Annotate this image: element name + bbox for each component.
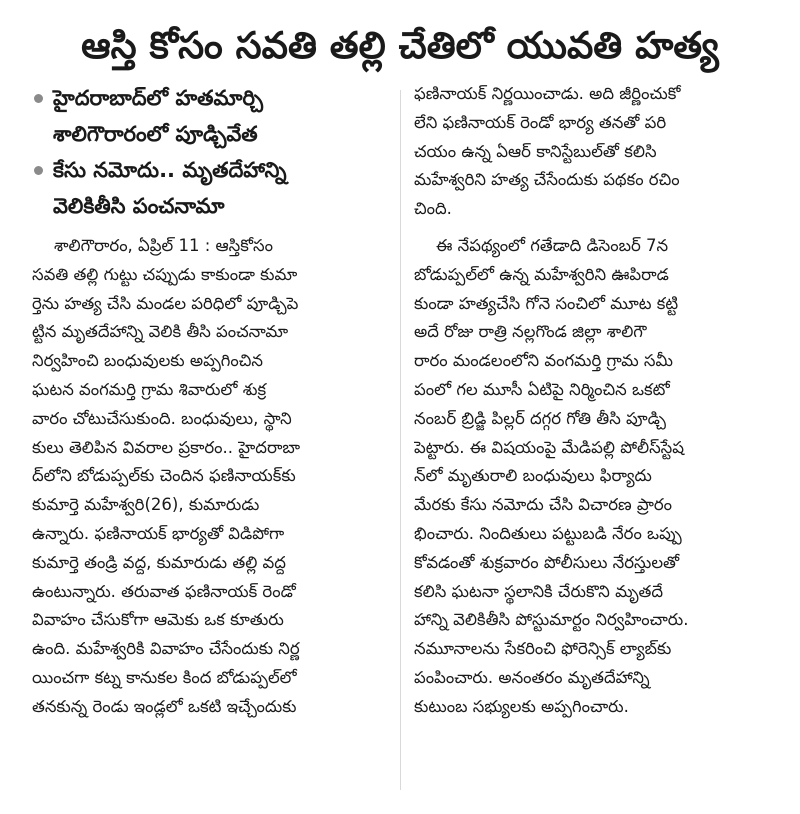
- article-line: కోవడంతో శుక్రవారం పోలీసులు నేరస్తులతో: [414, 552, 680, 572]
- article-line: ర్తెను హత్య చేసి మండల పరిధిలో పూడ్చిపె: [32, 293, 299, 313]
- article-line: కుటుంబ సభ్యులకు అప్పగించారు.: [414, 696, 629, 716]
- paragraph-gap: [414, 224, 776, 232]
- article-line: చింది.: [414, 199, 452, 219]
- article-line: వివాహం చేసుకోగా ఆమెకు ఒక కూతురు: [32, 610, 284, 630]
- subheadline-1-line: శాలిగౌరారంలో పూడ్చివేత: [53, 122, 258, 146]
- article-line: అదే రోజు రాత్రి నల్లగొండ జిల్లా శాలిగౌ: [414, 322, 647, 342]
- article-line: యించగా కట్న కానుకల కింద బోడుప్పల్‌లో: [32, 667, 297, 687]
- article-line: కుమార్తె మహేశ్వరి(26), కుమారుడు: [32, 495, 260, 515]
- article-line: న్‌లో మృతురాలి బంధువులు ఫిర్యాదు: [414, 466, 652, 486]
- article-line: వారం చోటుచేసుకుంది. బంధువులు, స్థాని: [32, 408, 292, 428]
- article-line: మేరకు కేసు నమోదు చేసి విచారణ ప్రారం: [414, 495, 673, 515]
- right-column: [414, 80, 776, 722]
- article-line: రారం మండలంలోని వంగమర్తి గ్రామ సమీ: [414, 351, 673, 371]
- article-line: లేని ఫణినాయక్ రెండో భార్య తనతో పరి: [414, 112, 667, 132]
- article-line: పెట్టారు. ఈ విషయంపై మేడిపల్లి పోలీస్‌స్టేష: [414, 437, 685, 457]
- headline: ఆస్తి కోసం సవతి తల్లి చేతిలో యువతి హత్య: [81, 23, 719, 67]
- article-line: పంలో గల మూసీ ఏటిపై నిర్మించిన ఒకటో: [414, 379, 670, 399]
- article-line: కుండా హత్యచేసి గోనె సంచిలో మూట కట్టి: [414, 293, 679, 313]
- article-line: ఫణినాయక్ నిర్ణయించాడు. అది జీర్ణించుకో: [414, 84, 681, 103]
- article-line: నిర్వహించి బంధువులకు అప్పగించిన: [32, 351, 263, 371]
- article-line: కులు తెలిపిన వివరాల ప్రకారం.. హైదరాబా: [32, 437, 301, 457]
- article-line: ఉన్నారు. ఫణినాయక్ భార్యతో విడిపోగా: [32, 523, 285, 543]
- article-line: తనకున్న రెండు ఇండ్లలో ఒకటి ఇచ్చేందుకు: [32, 696, 297, 716]
- article-line: ద్‌లోని బోడుప్పల్‌కు చెందిన ఫణినాయక్‌కు: [32, 466, 296, 486]
- article-line: ఉంటున్నారు. తరువాత ఫణినాయక్ రెండో: [32, 581, 296, 601]
- article-line: ఘటన వంగమర్తి గ్రామ శివారులో శుక్ర: [32, 379, 267, 399]
- subheadline-1: [32, 80, 392, 152]
- article-line: హాన్ని వెలికితీసి పోస్టుమార్టం నిర్వహించారు.: [414, 610, 689, 630]
- column-divider: [400, 90, 401, 790]
- bullet-icon: [34, 166, 43, 175]
- article-body-left: [32, 232, 392, 722]
- article-line: చయం ఉన్న ఏఆర్ కానిస్టేబుల్‌తో కలిసి: [414, 141, 657, 161]
- article-body-right-p1: [414, 80, 776, 224]
- article-line: ట్టిన మృతదేహాన్ని వెలికి తీసి పంచనామా: [32, 322, 289, 342]
- subheadline-2-line: కేసు నమోదు.. మృతదేహాన్ని: [53, 158, 287, 182]
- article-line: శాలిగౌరారం, ఏప్రిల్ 11 : ఆస్తికోసం: [54, 236, 273, 255]
- article-line: భించారు. నిందితులు పట్టుబడి నేరం ఒప్పు: [414, 523, 682, 543]
- subheadline-1-line: హైదరాబాద్‌లో హతమార్చి: [53, 86, 264, 110]
- bullet-icon: [34, 94, 43, 103]
- subheadline-2-line: వెలికితీసి పంచనామా: [53, 194, 225, 218]
- article-line: కలిసి ఘటనా స్థలానికి చేరుకొని మృతదే: [414, 581, 663, 601]
- article-line: సవతి తల్లి గుట్టు చప్పుడు కాకుండా కుమా: [32, 264, 298, 284]
- article-line: ఉంది. మహేశ్వరికి వివాహం చేసేందుకు నిర్ణ: [32, 639, 300, 659]
- subheadline-2: [32, 152, 392, 224]
- article-line: నంబర్ బ్రిడ్జి పిల్లర్ దగ్గర గోతి తీసి పూడ్చి: [414, 408, 666, 428]
- article-line: కుమార్తె తండ్రి వద్ద, కుమారుడు తల్లి వద్ద: [32, 552, 286, 572]
- article-line: బోడుప్పల్‌లో ఉన్న మహేశ్వరిని ఊపిరాడ: [414, 264, 669, 284]
- article-line: నమూనాలను సేకరించి ఫోరెన్సిక్ ల్యాబ్‌కు: [414, 639, 672, 659]
- article-line: మహేశ్వరిని హత్య చేసేందుకు పథకం రచిం: [414, 170, 680, 190]
- left-column: [32, 80, 392, 722]
- article-line: ఈ నేపథ్యంలో గతేడాది డిసెంబర్ 7న: [436, 235, 669, 255]
- article-body-right-p2: [414, 232, 776, 722]
- article-line: పంపించారు. అనంతరం మృతదేహాన్ని: [414, 667, 650, 687]
